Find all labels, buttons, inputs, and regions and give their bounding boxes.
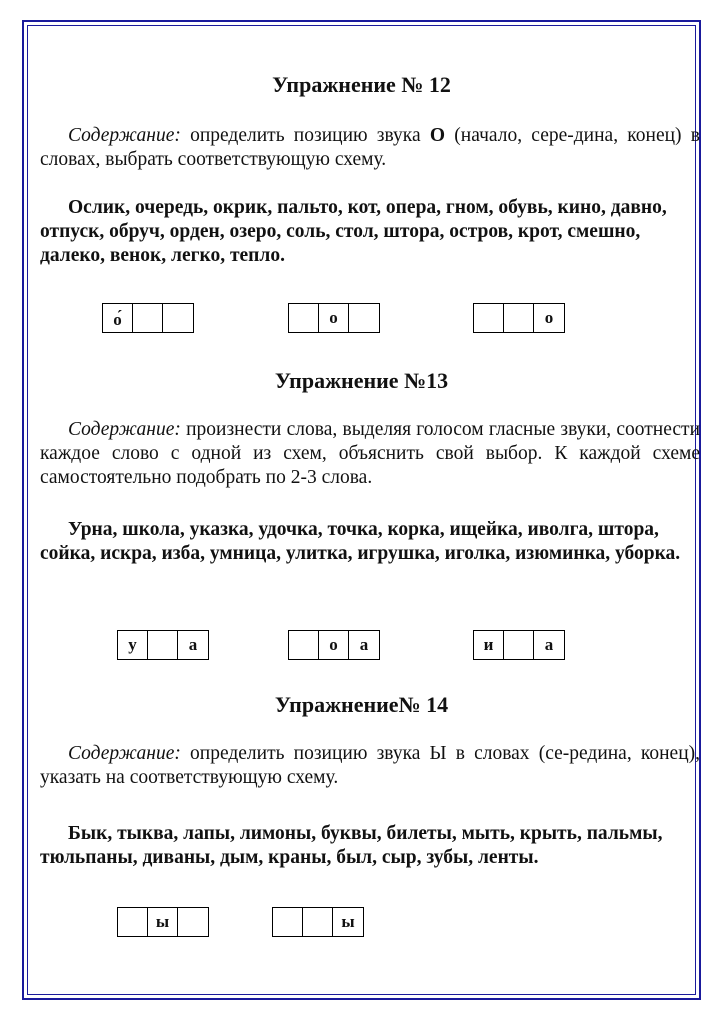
scheme-cell: а [359, 635, 369, 654]
instruction-label: Содержание: [68, 419, 181, 440]
exercise-12-instruction: Содержание: определить позицию звука О (начало, сере-дина, конец) в словах, выбрать соответствующую схему. [40, 125, 700, 170]
scheme-cell [349, 304, 379, 332]
scheme-cell [474, 304, 504, 332]
exercise-12-words: Ослик, очередь, окрик, пальто, кот, опера, гном, обувь, кино, давно, отпуск, обруч, орден, озеро, соль, стол, штора, остров, крот, смешно, далеко, венок, легко, тепло. [40, 197, 667, 266]
scheme-cell [289, 304, 319, 332]
scheme-13-second [288, 630, 380, 660]
scheme-cell [133, 304, 163, 332]
scheme-cell: о [544, 308, 554, 327]
scheme-cell: о́ [103, 304, 133, 332]
scheme-cell: а [544, 635, 554, 654]
scheme-14-end [272, 907, 364, 937]
scheme-13-third [473, 630, 565, 660]
instruction-label: Содержание: [68, 743, 181, 764]
scheme-cell [303, 908, 333, 936]
scheme-cell [273, 908, 303, 936]
scheme-cell: ы [148, 908, 178, 936]
exercise-13-title: Упражнение №13 [274, 368, 449, 393]
scheme-cell: о [319, 304, 349, 332]
exercise-13-words: Урна, школа, указка, удочка, точка, корка, ищейка, иволга, штора, сойка, искра, изба, умница, улитка, игрушка, иголка, изюминка, уборка. [40, 519, 681, 564]
scheme-13-first [117, 630, 209, 660]
scheme-12-end [473, 303, 565, 333]
scheme-cell [148, 631, 178, 659]
exercise-14-words: Бык, тыква, лапы, лимоны, буквы, билеты, мыть, крыть, пальмы, тюльпаны, диваны, дым, краны, был, сыр, зубы, ленты. [40, 823, 663, 868]
scheme-cell: и [474, 631, 504, 659]
exercise-14-title: Упражнение№ 14 [274, 692, 449, 717]
scheme-12-beginning [102, 303, 194, 333]
scheme-cell: а [188, 635, 198, 654]
scheme-cell: у [118, 631, 148, 659]
scheme-14-middle [117, 907, 209, 937]
scheme-cell [163, 304, 193, 332]
exercise-13-instruction: Содержание: произнести слова, выделяя голосом гласные звуки, соотнести каждое слово с одной из схем, объяснить свой выбор. К каждой схеме самостоятельно подобрать по 2-3 слова. [40, 419, 700, 488]
scheme-cell [504, 304, 534, 332]
scheme-cell [289, 631, 319, 659]
scheme-12-middle [288, 303, 380, 333]
exercise-14-instruction: Содержание: определить позицию звука Ы в словах (се-редина, конец), указать на соответствующую схему. [40, 743, 700, 788]
target-sound: О [429, 125, 446, 146]
scheme-cell: ы [341, 912, 355, 931]
scheme-cell [504, 631, 534, 659]
exercise-12-title: Упражнение № 12 [272, 72, 451, 97]
scheme-cell: о [319, 631, 349, 659]
scheme-cell [178, 908, 208, 936]
instruction-label: Содержание: [68, 125, 181, 146]
scheme-cell [118, 908, 148, 936]
